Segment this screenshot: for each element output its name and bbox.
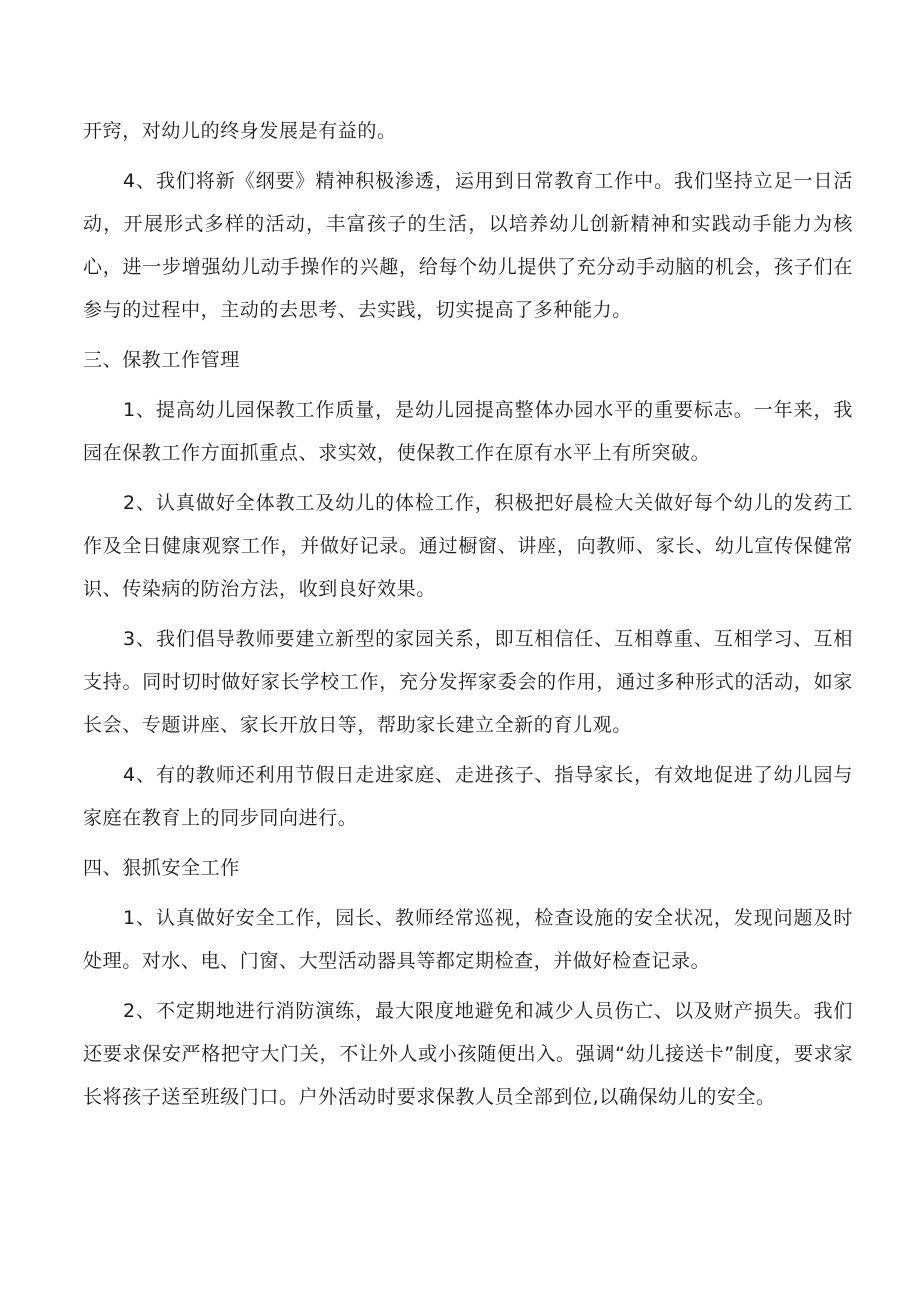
paragraph-item-4: 4、我们将新《纲要》精神积极渗透，运用到日常教育工作中。我们坚持立足一日活动，开展形式多样的活动，丰富孩子的生活，以培养幼儿创新精神和实践动手能力为核心，进一步增强幼儿动手操作的兴趣，给每个幼儿提供了充分动手动脑的机会，孩子们在参与的过程中，主动的去思考、去实践，切实提高了多种能力。 <box>83 170 853 321</box>
section-heading-4: 四、狠抓安全工作 <box>83 857 240 879</box>
paragraph-continuation: 开窍，对幼儿的终身发展是有益的。 <box>83 120 397 142</box>
section-heading-3: 三、保教工作管理 <box>83 349 240 371</box>
paragraph-item-1: 1、提高幼儿园保教工作质量，是幼儿园提高整体办园水平的重要标志。一年来，我园在保教工作方面抓重点、求实效，使保教工作在原有水平上有所突破。 <box>83 399 853 464</box>
paragraph-safety-1: 1、认真做好安全工作，园长、教师经常巡视，检查设施的安全状况，发现问题及时处理。对水、电、门窗、大型活动器具等都定期检查，并做好检查记录。 <box>83 907 853 972</box>
paragraph-safety-2: 2、不定期地进行消防演练，最大限度地避免和减少人员伤亡、以及财产损失。我们还要求保安严格把守大门关，不让外人或小孩随便出入。强调“幼儿接送卡”制度，要求家长将孩子送至班级门口。户外活动时要求保教人员全部到位,以确保幼儿的安全。 <box>83 1000 853 1108</box>
paragraph-item-2: 2、认真做好全体教工及幼儿的体检工作，积极把好晨检大关做好每个幼儿的发药工作及全日健康观察工作，并做好记录。通过橱窗、讲座，向教师、家长、幼儿宣传保健常识、传染病的防治方法，收到良好效果。 <box>83 492 853 600</box>
document-page <box>83 110 853 1119</box>
paragraph-item-4b: 4、有的教师还利用节假日走进家庭、走进孩子、指导家长，有效地促进了幼儿园与家庭在教育上的同步同向进行。 <box>83 764 853 829</box>
paragraph-item-3: 3、我们倡导教师要建立新型的家园关系，即互相信任、互相尊重、互相学习、互相支持。同时切时做好家长学校工作，充分发挥家委会的作用，通过多种形式的活动，如家长会、专题讲座、家长开放日等，帮助家长建立全新的育儿观。 <box>83 628 853 736</box>
